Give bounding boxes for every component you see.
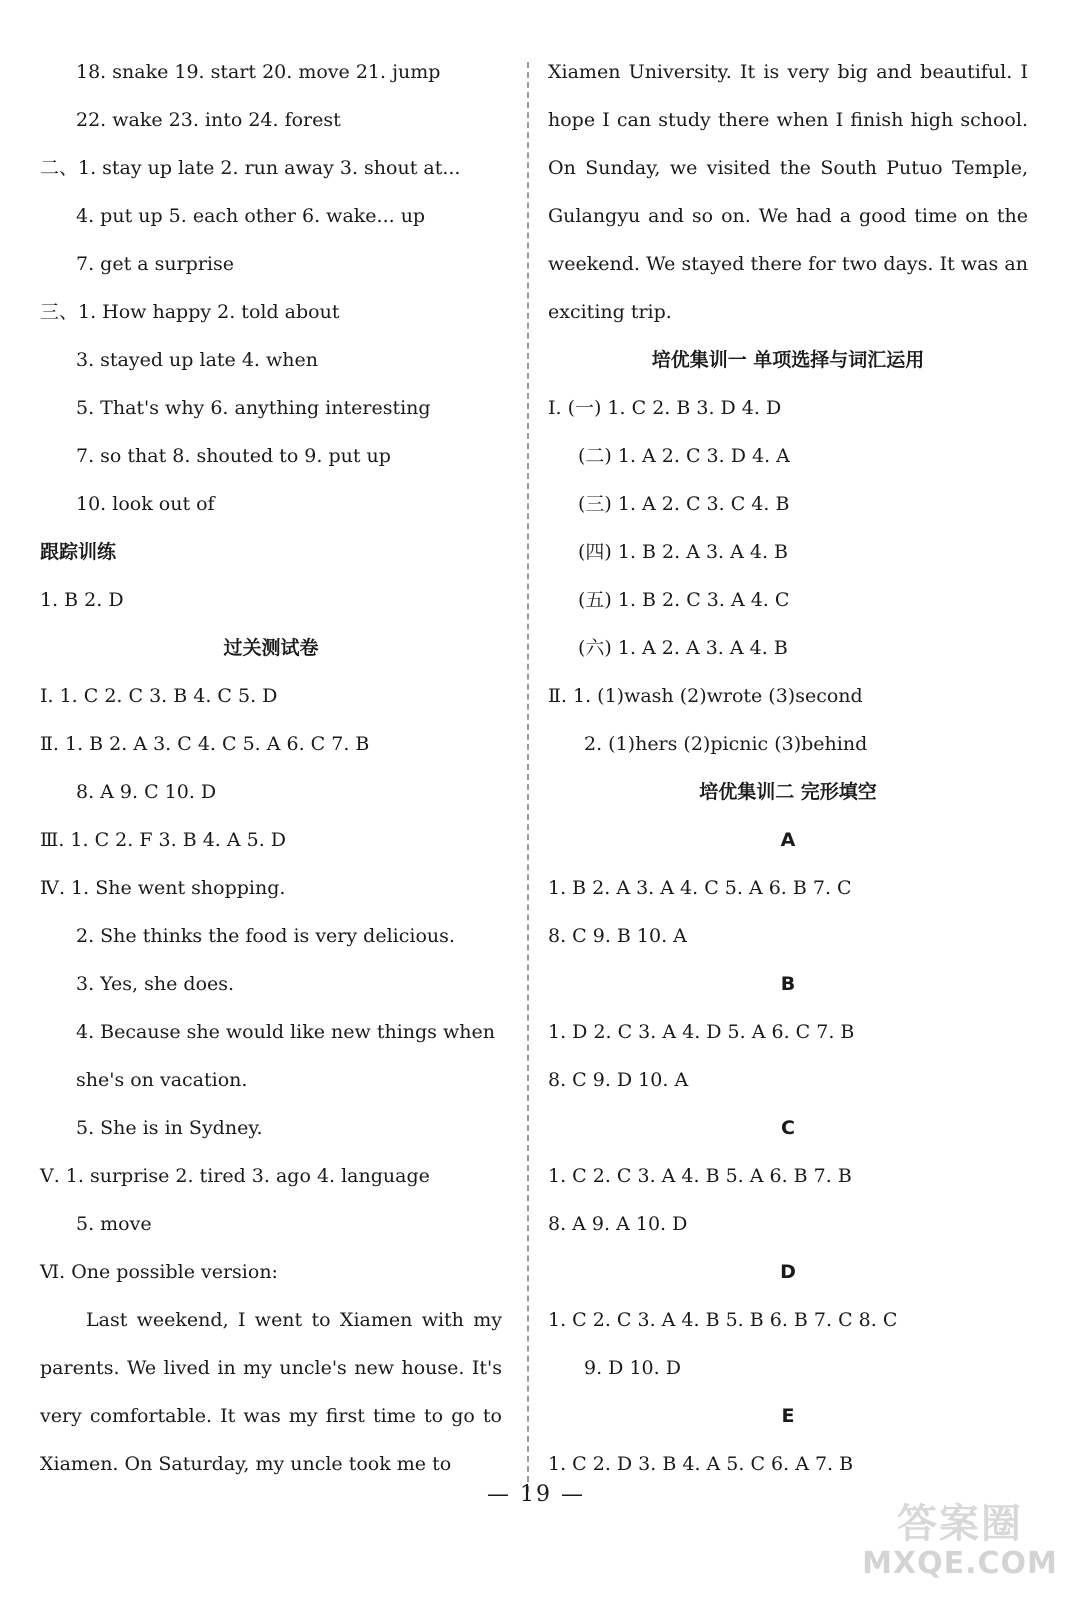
essay-continuation: Xiamen University. It is very big and beautiful. I hope I can study there when I finish high school. On Sunday, we visited the South Putuo Temple, Gulangyu and so on. We had a good time on the weekend. We stayed there for two days. It was an exciting trip. [548,61,1028,323]
answer-line: 18. snake 19. start 20. move 21. jump [76,61,441,83]
answer-line: 9. D 10. D [584,1357,681,1379]
answer-line: Ⅱ. 1. B 2. A 3. C 4. C 5. A 6. C 7. B [40,733,370,755]
answer-line: 二、1. stay up late 2. run away 3. shout at... [40,157,461,179]
answer-line: (五) 1. B 2. C 3. A 4. C [578,589,790,611]
right-answer-lines [548,336,1028,1488]
answer-line: 2. (1)hers (2)picnic (3)behind [584,733,868,755]
answer-line: 8. A 9. A 10. D [548,1213,688,1235]
answer-line: (四) 1. B 2. A 3. A 4. B [578,541,789,563]
section-heading: 培优集训一 单项选择与词汇运用 [651,349,925,371]
answer-line: 5. That's why 6. anything interesting [76,397,431,419]
section-heading: 跟踪训练 [40,541,117,563]
answer-line: Ⅴ. 1. surprise 2. tired 3. ago 4. language [40,1165,430,1187]
section-heading: E [781,1405,795,1427]
answer-line: 7. get a surprise [76,253,235,275]
watermark-logo-text: 答案圈 [897,1501,1023,1547]
answer-line: 1. C 2. C 3. A 4. B 5. B 6. B 7. C 8. C [548,1309,898,1331]
answer-line: 8. A 9. C 10. D [76,781,217,803]
essay-paragraph: Last weekend, I went to Xiamen with my parents. We lived in my uncle's new house. It's very comfortable. It was my first time to go to Xiamen. On Saturday, my uncle took me to [40,1309,502,1475]
answer-line: Ⅱ. 1. (1)wash (2)wrote (3)second [548,685,863,707]
section-heading: B [780,973,796,995]
column-divider [527,62,529,1492]
answer-line: 1. C 2. C 3. A 4. B 5. A 6. B 7. B [548,1165,852,1187]
page-number: — 19 — [487,1482,585,1507]
answer-line: 3. Yes, she does. [76,973,235,995]
answer-line: 8. C 9. D 10. A [548,1069,689,1091]
answer-line: 10. look out of [76,493,215,515]
answer-line: 5. She is in Sydney. [76,1117,263,1139]
answer-line: (二) 1. A 2. C 3. D 4. A [578,445,790,467]
answer-line: 8. C 9. B 10. A [548,925,687,947]
section-heading: D [780,1261,796,1283]
answer-line: 1. C 2. D 3. B 4. A 5. C 6. A 7. B [548,1453,854,1475]
section-heading: 过关测试卷 [223,637,319,659]
right-column [548,48,1028,1488]
answer-line: she's on vacation. [76,1069,248,1091]
answer-line: Ⅰ. 1. C 2. C 3. B 4. C 5. D [40,685,278,707]
answer-line: (三) 1. A 2. C 3. C 4. B [578,493,790,515]
site-watermark-logo [860,1492,1060,1592]
section-heading: C [781,1117,795,1139]
left-answer-lines [40,48,502,1296]
answer-line: 三、1. How happy 2. told about [40,301,340,323]
answer-line: 1. D 2. C 3. A 4. D 5. A 6. C 7. B [548,1021,855,1043]
answer-line: Ⅲ. 1. C 2. F 3. B 4. A 5. D [40,829,287,851]
answer-line: 1. B 2. A 3. A 4. C 5. A 6. B 7. C [548,877,852,899]
answer-line: 2. She thinks the food is very delicious. [76,925,455,947]
section-heading: A [780,829,796,851]
left-column [40,48,502,1488]
answer-line: Ⅳ. 1. She went shopping. [40,877,286,899]
answer-line: 1. B 2. D [40,589,124,611]
answer-line: Ⅵ. One possible version: [40,1261,278,1283]
answer-line: 22. wake 23. into 24. forest [76,109,341,131]
answer-line: 3. stayed up late 4. when [76,349,318,371]
watermark-site-text: MXQE.COM [862,1546,1058,1581]
section-heading: 培优集训二 完形填空 [699,781,877,803]
answer-line: 5. move [76,1213,152,1235]
answer-line: 4. Because she would like new things when [76,1021,495,1043]
answer-line: 7. so that 8. shouted to 9. put up [76,445,391,467]
answer-line: Ⅰ. (一) 1. C 2. B 3. D 4. D [548,397,782,419]
answer-line: (六) 1. A 2. A 3. A 4. B [578,637,788,659]
answer-line: 4. put up 5. each other 6. wake... up [76,205,426,227]
